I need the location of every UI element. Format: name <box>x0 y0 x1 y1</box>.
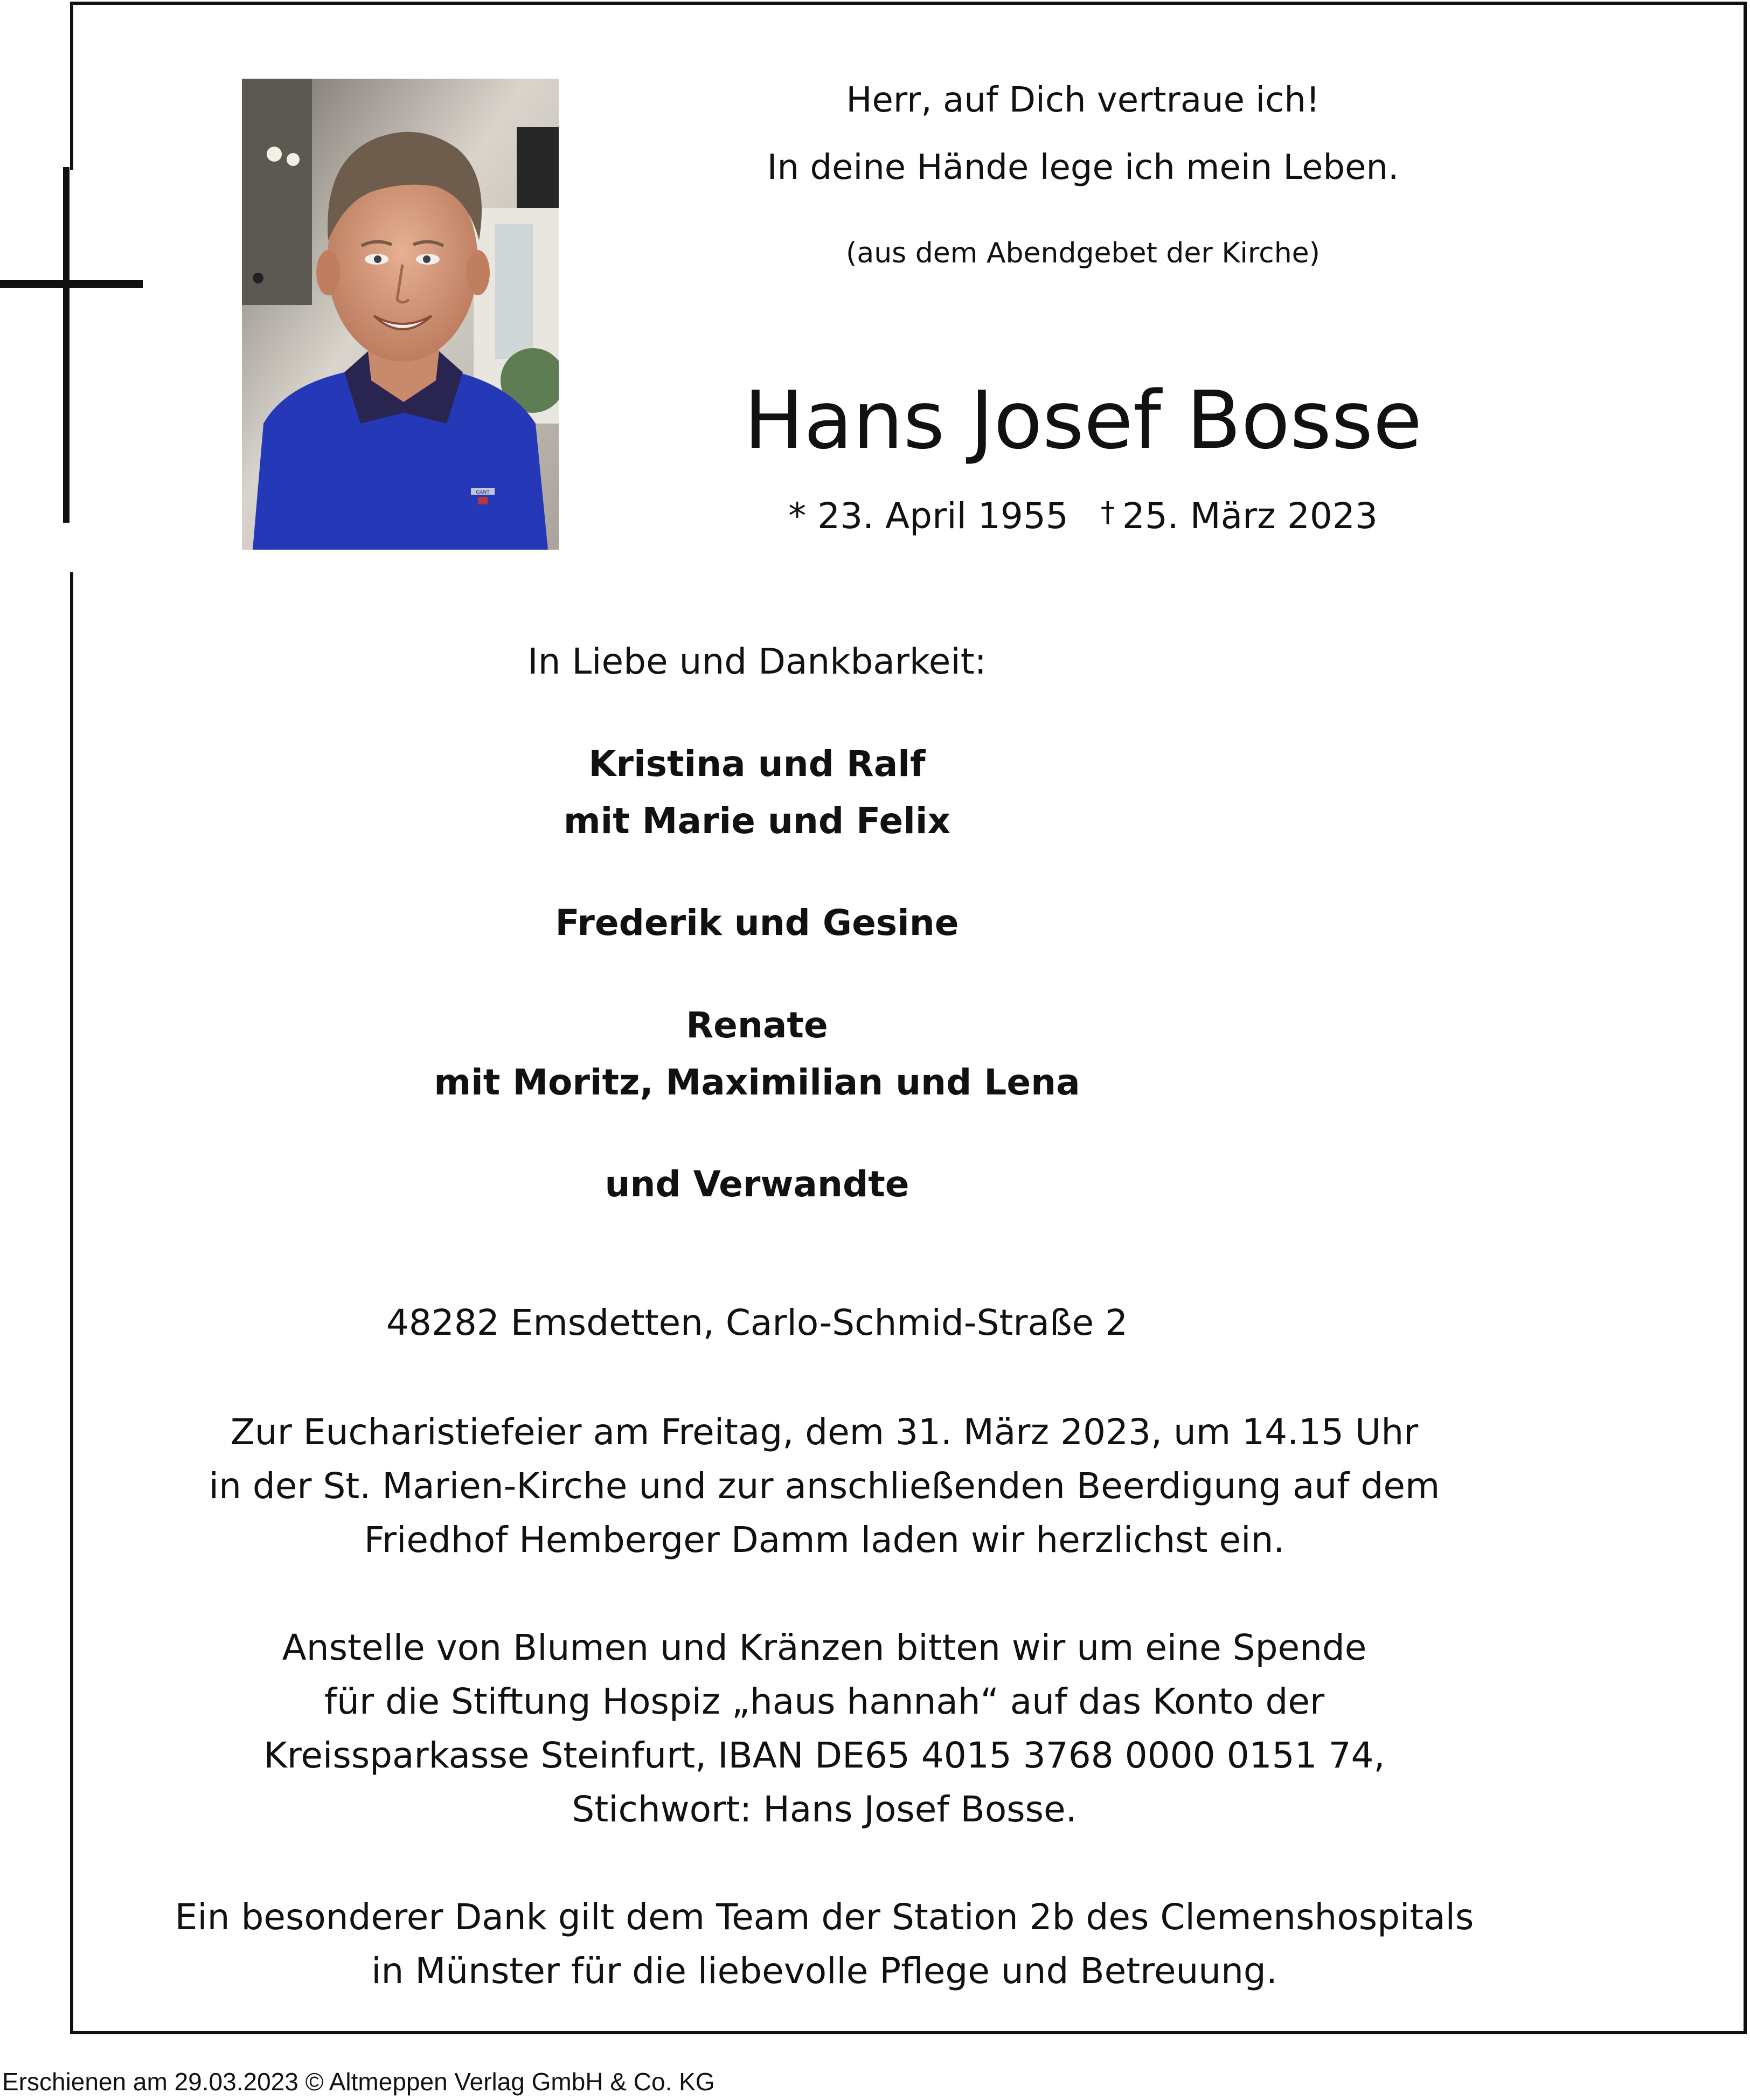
mourner-line: Frederik und Gesine <box>555 902 959 944</box>
life-dates <box>663 490 1503 545</box>
notice-border-left-upper <box>70 2 73 170</box>
deceased-name: Hans Josef Bosse <box>744 374 1422 467</box>
cross-vertical-bar <box>63 167 70 523</box>
address-block <box>108 1297 1703 1351</box>
verse-block <box>663 75 1503 291</box>
publication-footer: Erschienen am 29.03.2023 © Altmeppen Verlag GmbH & Co. KG <box>2 2068 715 2096</box>
thanks-line: Ein besonderer Dank gilt dem Team der Station 2b des Clemenshospitals <box>175 1896 1474 1938</box>
death-date: 25. März 2023 <box>1122 495 1378 537</box>
donation-line: Kreissparkasse Steinfurt, IBAN DE65 4015 3768 0000 0151 74, <box>263 1735 1385 1776</box>
thanks-block <box>108 1891 1703 2005</box>
address: 48282 Emsdetten, Carlo-Schmid-Straße 2 <box>386 1302 1128 1343</box>
cross-icon <box>0 167 143 523</box>
thanks-line: in Münster für die liebevolle Pflege und Betreuung. <box>371 1950 1277 1992</box>
verse-source: (aus dem Abendgebet der Kirche) <box>846 237 1320 269</box>
verse-line-1: Herr, auf Dich vertraue ich! <box>846 80 1320 120</box>
verse-line-2: In deine Hände lege ich mein Leben. <box>767 148 1399 188</box>
portrait-photo <box>242 79 559 550</box>
mourners-block <box>108 636 1703 1223</box>
donation-line: für die Stiftung Hospiz „haus hannah“ auf das Konto der <box>324 1681 1325 1722</box>
donation-line: Anstelle von Blumen und Kränzen bitten wir um eine Spende <box>282 1627 1367 1668</box>
death-symbol: † <box>1100 496 1115 529</box>
service-block <box>108 1406 1703 1574</box>
donation-line: Stichwort: Hans Josef Bosse. <box>572 1789 1077 1830</box>
mourner-line: mit Moritz, Maximilian und Lena <box>434 1062 1080 1103</box>
mourner-line: Renate <box>686 1004 828 1046</box>
mourner-line: und Verwandte <box>605 1163 909 1205</box>
mourner-line: mit Marie und Felix <box>563 800 951 842</box>
mourner-line: Kristina und Ralf <box>588 743 926 785</box>
birth-date: * 23. April 1955 <box>788 495 1068 537</box>
service-line: in der St. Marien-Kirche und zur anschließenden Beerdigung auf dem <box>209 1465 1440 1507</box>
service-line: Friedhof Hemberger Damm laden wir herzlichst ein. <box>364 1519 1285 1561</box>
shirt-logo-text: GANT <box>476 490 490 495</box>
deceased-block <box>663 372 1503 555</box>
mourners-intro: In Liebe und Dankbarkeit: <box>527 641 987 682</box>
cross-horizontal-bar <box>0 280 143 288</box>
donation-block <box>108 1622 1703 1843</box>
service-line: Zur Eucharistiefeier am Freitag, dem 31. März 2023, um 14.15 Uhr <box>230 1411 1419 1453</box>
